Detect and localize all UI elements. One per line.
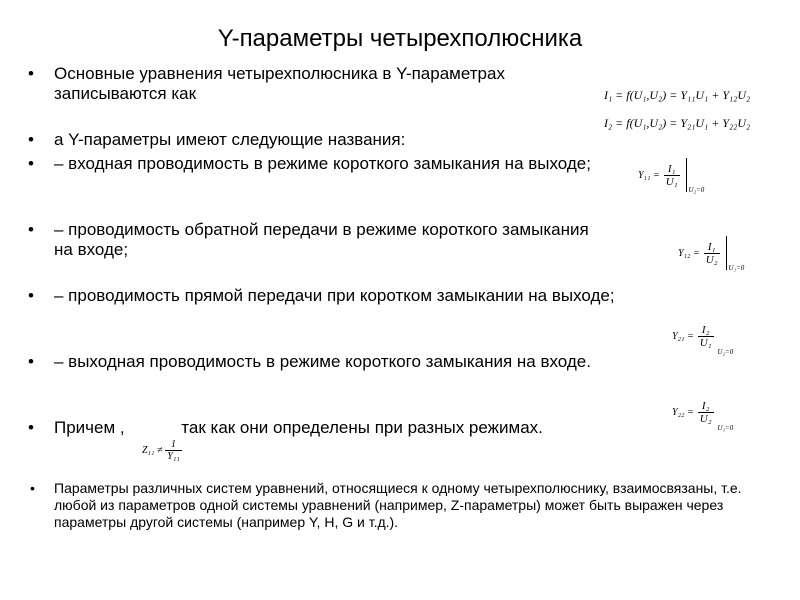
bullet-output-admittance: • – выходная проводимость в режиме короткого замыкания на входе. xyxy=(54,352,614,372)
bullet-systems-relation: • Параметры различных систем уравнений, относящиеся к одному четырехполюснику, взаимосвязаны, т.е. любой из параметров одной системы уравнений (например, Z-параметры) может быть выражен через параметры другой системы (например Y, H, G и т.д.). xyxy=(54,480,774,531)
formula-y22-num: I₂ xyxy=(698,400,714,413)
formula-y12-cond: U₁=0 xyxy=(728,264,745,272)
formula-y12-num: I₁ xyxy=(704,241,720,254)
formula-y11-den: U₁ xyxy=(665,175,678,188)
formula-y22-label: Y₂₂ = xyxy=(672,407,694,418)
formula-y21-label: Y₂₁ = xyxy=(672,331,694,342)
equation-i2: I₂ = f(U₁,U₂) = Y₂₁U₁ + Y₂₂U₂ xyxy=(604,116,751,130)
formula-y11-label: Y₁₁ = xyxy=(638,169,660,181)
bullet-parameter-names: • а Y-параметры имеют следующие названия: xyxy=(54,130,594,150)
bullet-equations-intro: • Основные уравнения четырехполюсника в Y-параметрах записываются как xyxy=(54,64,584,104)
formula-y12 xyxy=(678,236,751,270)
formula-y11-num: I₁ xyxy=(664,163,680,176)
formula-y21 xyxy=(672,324,733,356)
equation-i1: I₁ = f(U₁,U₂) = Y₁₁U₁ + Y₁₂U₂ xyxy=(604,88,751,102)
formula-neq-den: Y₁₁ xyxy=(167,451,180,462)
bullet-note-inequality: • Причем , так как они определены при разных режимах. xyxy=(54,418,654,438)
formula-y22-cond: U₁=0 xyxy=(717,424,734,433)
bullet-input-admittance: • – входная проводимость в режиме короткого замыкания на выходе; xyxy=(54,154,614,174)
formula-y11 xyxy=(638,158,711,192)
formula-y22 xyxy=(672,400,733,432)
formula-y11-cond: U₂=0 xyxy=(688,186,705,194)
formula-y21-cond: U₂=0 xyxy=(717,348,734,357)
bullet-reverse-transfer: • – проводимость обратной передачи в режиме короткого замыкания на входе; xyxy=(54,220,594,260)
formula-y21-num: I₂ xyxy=(698,324,714,337)
bullet-forward-transfer: • – проводимость прямой передачи при коротком замыкании на выходе; xyxy=(54,286,634,306)
formula-y21-den: U₁ xyxy=(699,337,712,349)
formula-neq-label: Z₁₁ ≠ xyxy=(142,445,163,456)
slide-title: Y-параметры четырехполюсника xyxy=(217,25,583,52)
formula-y12-label: Y₁₂ = xyxy=(678,247,700,259)
formula-y12-den: U₂ xyxy=(705,253,718,266)
formula-z11-neq xyxy=(142,439,182,462)
formula-neq-num: 1 xyxy=(165,439,182,451)
formula-y22-den: U₂ xyxy=(699,413,712,425)
